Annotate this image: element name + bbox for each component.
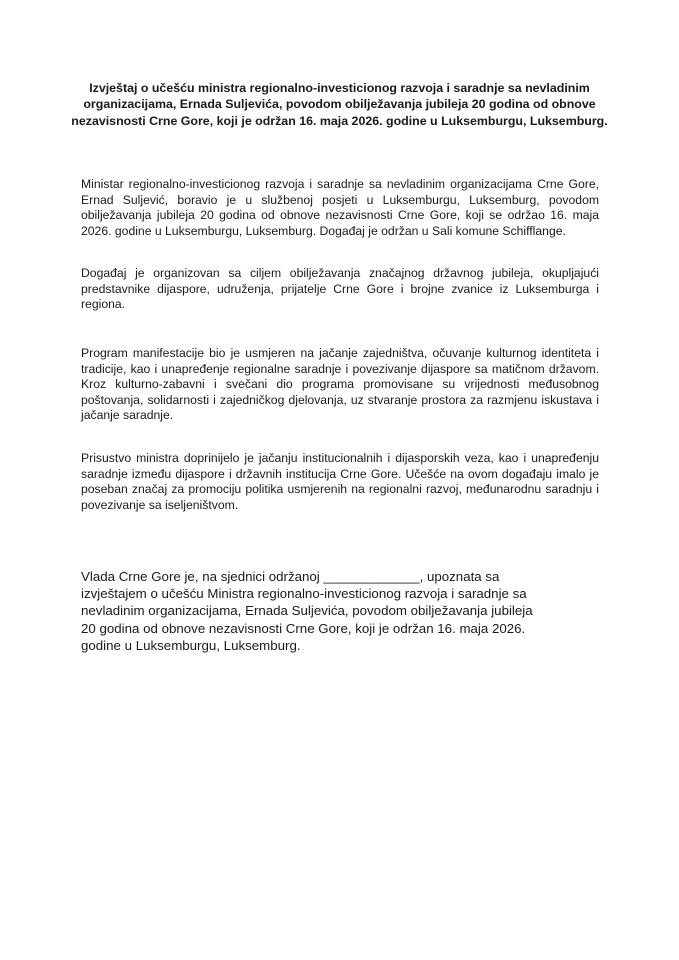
paragraph-visit-summary: Ministar regionalno-investicionog razvoja i saradnje sa nevladinim organizacijama Crne Gore, Ernad Suljević, boravio je u službenoj posjeti u Luksemburgu, Luksemburg, povodom obilježavanja jubileja 20 godina od obnove nezavisnosti Crne Gore, koji se održao 16. maja 2026. godine u Luksemburgu, Luksemburg. Događaj je održan u Sali komune Schifflange. (81, 177, 599, 238)
document-title: Izvještaj o učešću ministra regionalno-investicionog razvoja i saradnje sa nevladinim organizacijama, Ernada Suljevića, povodom obilježavanja jubileja 20 godina od obnove nezavisnosti Crne Gore, koji je održan 16. maja 2026. godine u Luksemburgu, Luksemburg. (71, 81, 608, 128)
government-conclusion: Vlada Crne Gore je, na sjednici održanoj _____________, upoznata sa izvještajem o učešću Ministra regionalno-investicionog razvoja i saradnje sa nevladinim organizacijama, Ernada Suljevića, povodom obilježavanja jubileja 20 godina od obnove nezavisnosti Crne Gore, koji je održan 16. maja 2026. godine u Luksemburgu, Luksemburg. (81, 569, 533, 653)
paragraph-minister-contribution: Prisustvo ministra doprinijelo je jačanju institucionalnih i dijasporskih veza, kao i unapređenju saradnje između dijaspore i državnih institucija Crne Gore. Učešće na ovom događaju imalo je poseban značaj za promociju politika usmjerenih na regionalni razvoj, međunarodnu saradnju i povezivanje sa iseljeništvom. (81, 451, 599, 512)
paragraph-program-description: Program manifestacije bio je usmjeren na jačanje zajedništva, očuvanje kulturnog identiteta i tradicije, kao i unapređenje regionalne saradnje i povezivanje dijaspore sa matičnom državom. Kroz kulturno-zabavni i svečani dio programa promovisane su vrijednosti međusobnog poštovanja, solidarnosti i zajedničkog djelovanja, uz stvaranje prostora za razmjenu iskustava i jačanje saradnje. (81, 346, 599, 423)
paragraph-event-purpose: Događaj je organizovan sa ciljem obilježavanja značajnog državnog jubileja, okupljajući predstavnike dijaspore, udruženja, prijatelje Crne Gore i brojne zvanice iz Luksemburga i regiona. (81, 266, 599, 312)
